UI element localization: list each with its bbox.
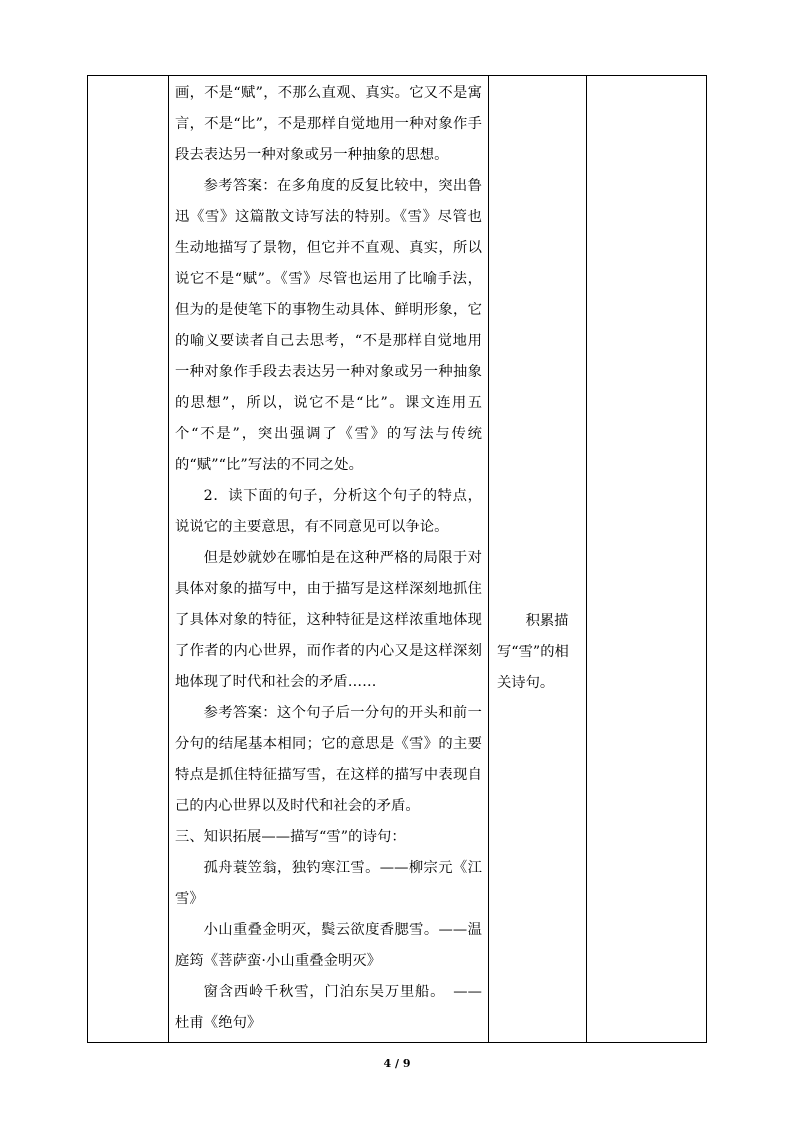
poem-line: 窗含西岭千秋雪，门泊东吴万里船。 ——杜甫《绝句》 [175, 984, 482, 1031]
design-intent-cell [491, 606, 585, 699]
lesson-table [87, 75, 707, 1043]
column-divider [488, 76, 489, 1042]
quoted-sentence-paragraph: 但是妙就妙在哪怕是在这种严格的局限于对具体对象的描写中，由于描写是这样深刻地抓住了具体对象的特征，这种特征是这样浓重地体现了作者的内心世界，而作者的内心又是这样深刻地体现了时代和社会的矛盾…… [175, 550, 482, 690]
column-divider [586, 76, 587, 1042]
page-number: 4 / 9 [383, 1057, 411, 1070]
reference-answer-paragraph: 参考答案：这个句子后一分句的开头和前一分句的结尾基本相同；它的意思是《雪》的主要特点是抓住特征描写雪，在这样的描写中表现自己的内心世界以及时代和社会的矛盾。 [175, 705, 482, 814]
poem-line: 小山重叠金明灭，鬓云欲度香腮雪。——温庭筠《菩萨蛮·小山重叠金明灭》 [175, 922, 482, 969]
teaching-content-cell [170, 76, 488, 1039]
text-paragraph: 画，不是“赋”，不那么直观、真实。它又不是寓言，不是“比”，不是那样自觉地用一种对象作手段去表达另一种对象或另一种抽象的思想。 [175, 85, 482, 163]
column-divider [168, 76, 169, 1042]
section-heading: 三、知识拓展——描写“雪”的诗句： [175, 829, 406, 845]
reference-answer-paragraph: 参考答案：在多角度的反复比较中，突出鲁迅《雪》这篇散文诗写法的特别。《雪》尽管也生动地描写了景物，但它并不直观、真实，所以说它不是“赋”。《雪》尽管也运用了比喻手法，但为的是使笔下的事物生动具体、鲜明形象，它的喻义要读者自己去思考，“不是那样自觉地用一种对象作手段去表达另一种对象或另一种抽象的思想”，所以，说它不是“比”。课文连用五个“不是”，突出强调了《雪》的写法与传统的“赋”“比”写法的不同之处。 [175, 178, 482, 473]
question-paragraph: 2．读下面的句子，分析这个句子的特点，说说它的主要意思，有不同意见可以争论。 [175, 488, 482, 535]
poem-line: 孤舟蓑笠翁，独钓寒江雪。——柳宗元《江雪》 [175, 860, 482, 907]
side-note: 积累描写“雪”的相关诗句。 [497, 613, 569, 691]
